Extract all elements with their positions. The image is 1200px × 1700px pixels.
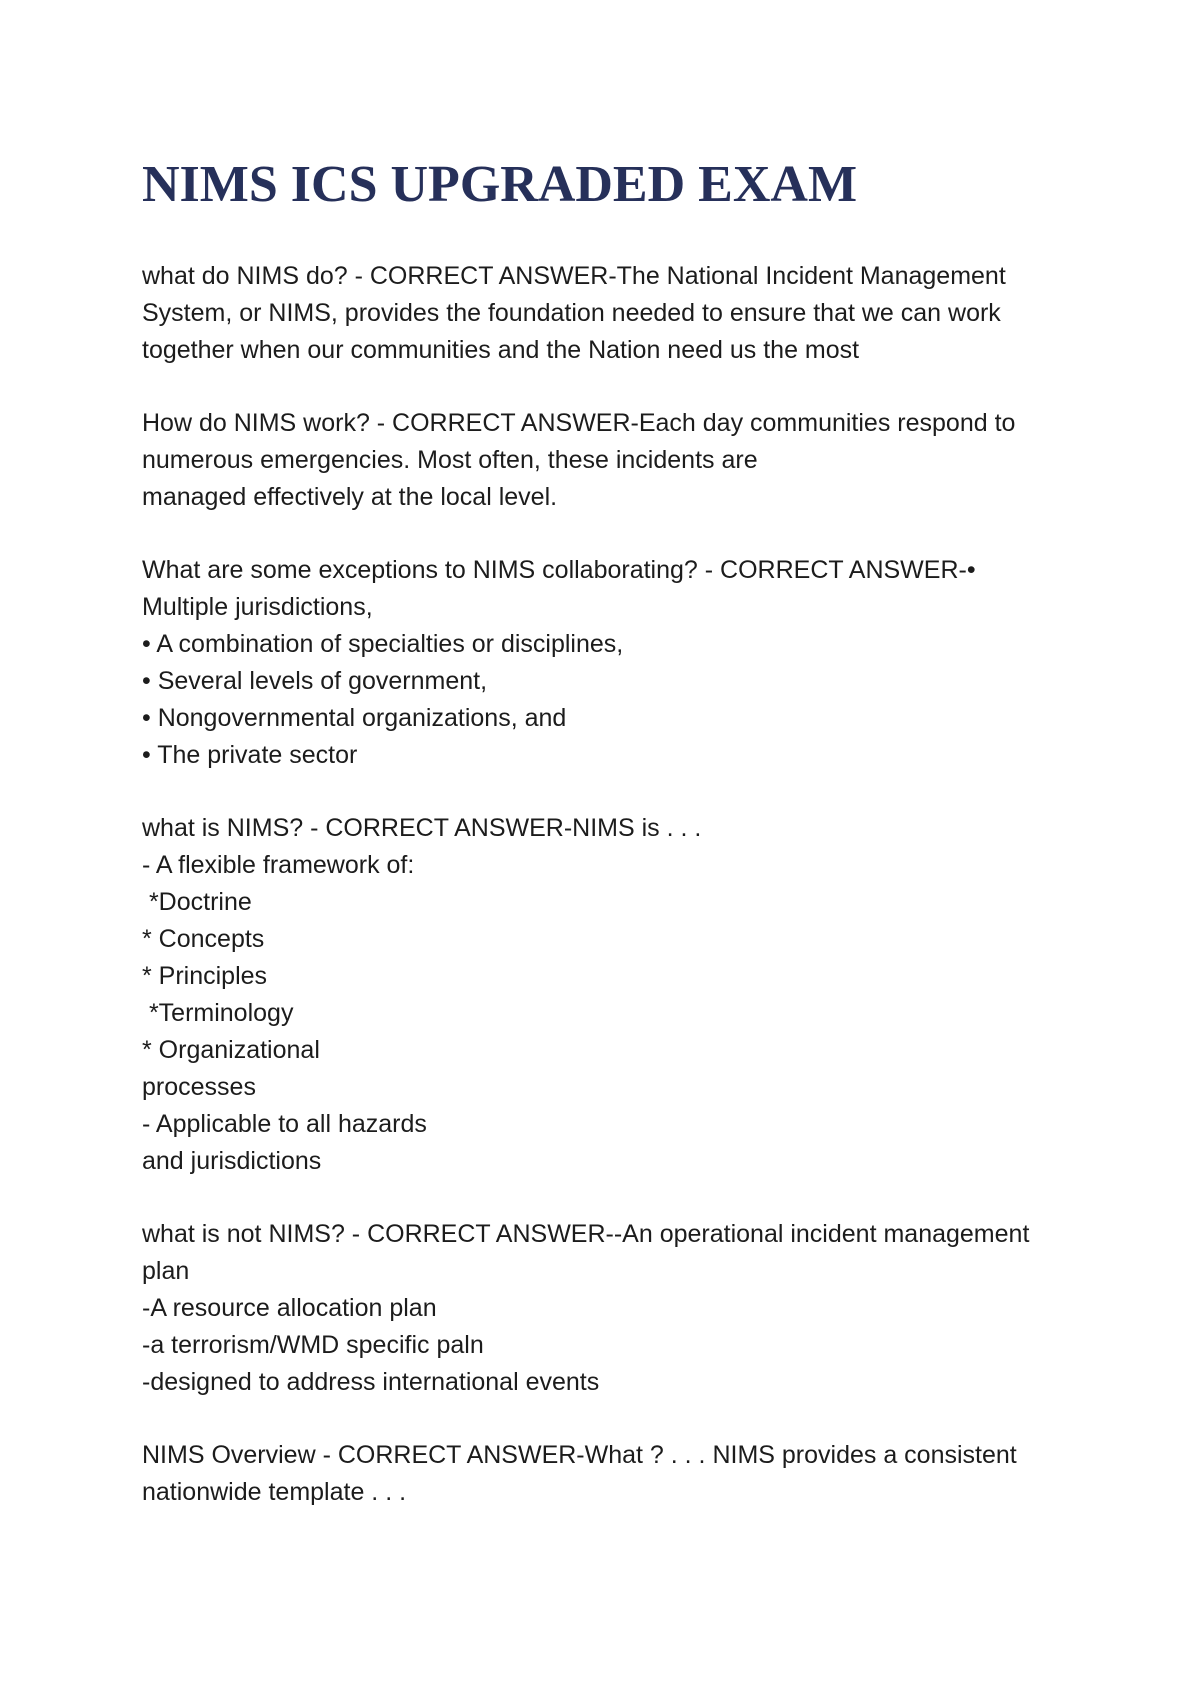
document-body <box>142 258 1082 1547</box>
list-line: *Terminology <box>142 999 294 1027</box>
text-line: NIMS Overview - CORRECT ANSWER-What ? . . . NIMS provides a consistent <box>142 1441 1017 1469</box>
text-line: and jurisdictions <box>142 1147 322 1175</box>
list-line: * Organizational <box>142 1036 320 1064</box>
list-line: *Doctrine <box>142 888 252 916</box>
text-line: Multiple jurisdictions, <box>142 593 373 621</box>
list-line: -designed to address international events <box>142 1368 600 1396</box>
list-line: * Principles <box>142 962 268 990</box>
text-line: what is not NIMS? - CORRECT ANSWER--An operational incident management <box>142 1220 1030 1248</box>
text-line: processes <box>142 1073 256 1101</box>
qa-block-what-is-nims <box>142 810 1082 1180</box>
bullet-line: • Several levels of government, <box>142 667 488 695</box>
list-line: -a terrorism/WMD specific paln <box>142 1331 484 1359</box>
text-line: What are some exceptions to NIMS collaborating? - CORRECT ANSWER-• <box>142 556 976 584</box>
qa-block-exceptions <box>142 552 1082 774</box>
text-line: - Applicable to all hazards <box>142 1110 427 1138</box>
text-line: How do NIMS work? - CORRECT ANSWER-Each day communities respond to <box>142 409 1016 437</box>
text-line: nationwide template . . . <box>142 1478 407 1506</box>
qa-block-how-do-nims-work <box>142 405 1082 516</box>
text-line: what do NIMS do? - CORRECT ANSWER-The National Incident Management <box>142 262 1006 290</box>
text-line: plan <box>142 1257 190 1285</box>
text-line: managed effectively at the local level. <box>142 483 558 511</box>
text-line: System, or NIMS, provides the foundation needed to ensure that we can work <box>142 299 1001 327</box>
text-line: together when our communities and the Nation need us the most <box>142 336 860 364</box>
text-line: what is NIMS? - CORRECT ANSWER-NIMS is . . . <box>142 814 702 842</box>
text-line: numerous emergencies. Most often, these incidents are <box>142 446 758 474</box>
document-title: NIMS ICS UPGRADED EXAM <box>142 156 858 213</box>
bullet-line: • A combination of specialties or disciplines, <box>142 630 624 658</box>
qa-block-nims-overview <box>142 1437 1082 1511</box>
list-line: -A resource allocation plan <box>142 1294 437 1322</box>
list-line: * Concepts <box>142 925 265 953</box>
bullet-line: • The private sector <box>142 741 358 769</box>
qa-block-what-do-nims-do <box>142 258 1082 369</box>
text-line: - A flexible framework of: <box>142 851 415 879</box>
bullet-line: • Nongovernmental organizations, and <box>142 704 567 732</box>
qa-block-what-is-not-nims <box>142 1216 1082 1401</box>
